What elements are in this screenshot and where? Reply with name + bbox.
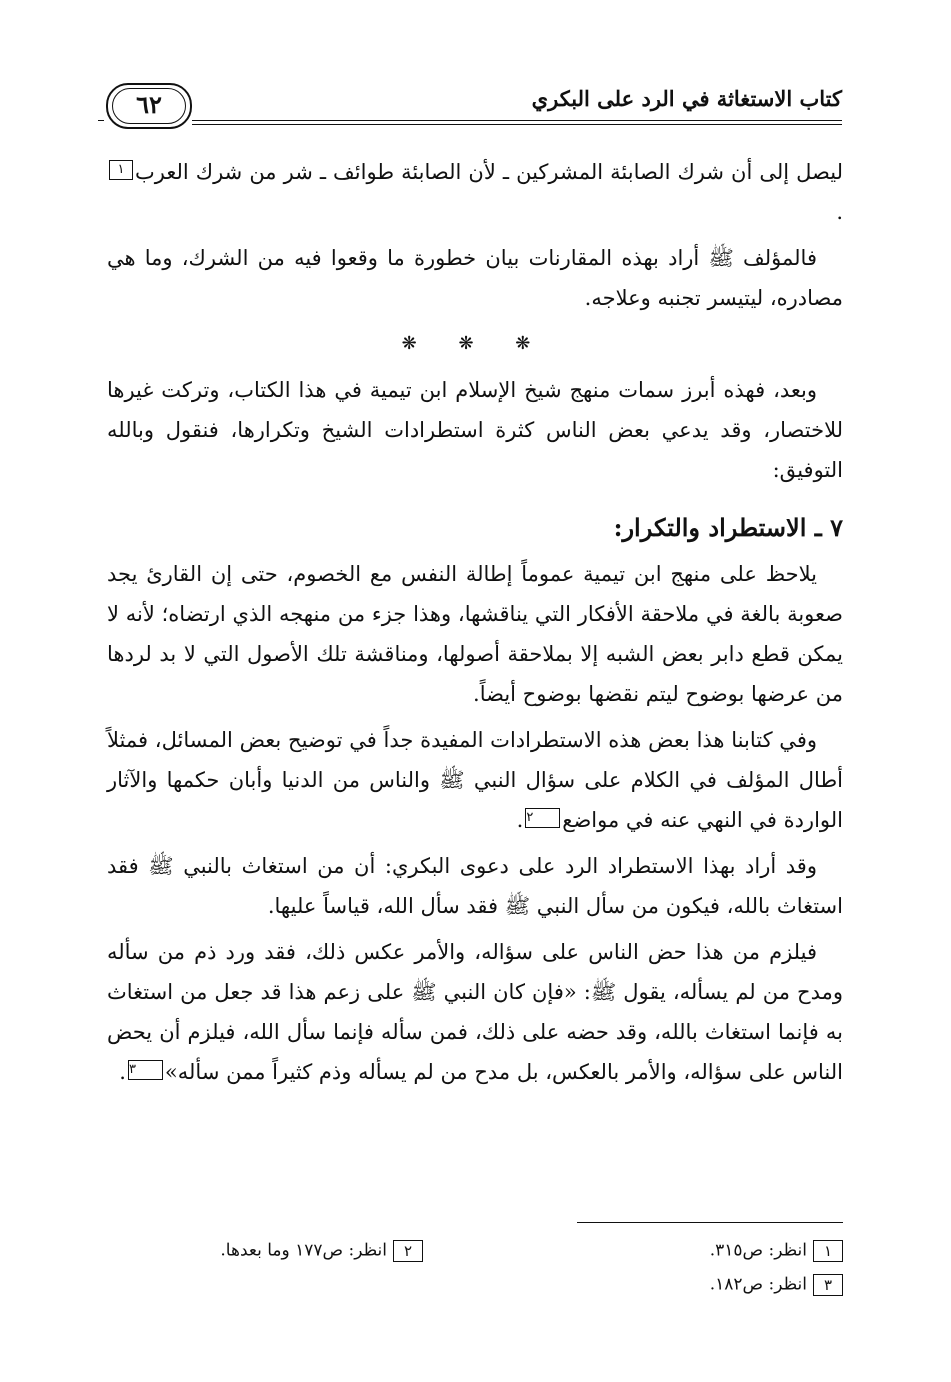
header-rule [192, 120, 842, 121]
page-header [100, 82, 842, 132]
footnote-ref[interactable]: ٣ [128, 1060, 163, 1080]
footnote-number: ١ [813, 1240, 843, 1262]
main-text [107, 152, 843, 1098]
paragraph: وبعد، فهذه أبرز سمات منهج شيخ الإسلام ابن تيمية في هذا الكتاب، وتركت غيرها للاختصار، وقد يدعي بعض الناس كثرة استطرادات الشيخ وتكرارها، فنقول وبالله التوفيق: [107, 378, 843, 482]
header-rule-left [98, 120, 104, 121]
footnote-number: ٢ [393, 1240, 423, 1262]
section-heading: ٧ ـ الاستطراد والتكرار: [613, 513, 843, 542]
footnote-item: ١انظر: ص٣١٥. [710, 1240, 843, 1262]
footnote-number: ٣ [813, 1274, 843, 1296]
book-title: كتاب الاستغاثة في الرد على البكري [531, 86, 842, 111]
footnote-rule [577, 1222, 843, 1223]
page-number: ٦٢ [106, 83, 192, 129]
footnote-item: ٣انظر: ص١٨٢. [710, 1274, 843, 1296]
paragraph: فيلزم من هذا حض الناس على سؤاله، والأمر عكس ذلك، فقد ورد ذم من سأله ومدح من لم يسأله، يقول ﷺ: «فإن كان النبي ﷺ على زعم هذا قد جعل من استغاث به فإنما استغاث بالله، وقد حضه على ذلك، فمن سأله فإنما سأل الله، فيلزم أن يحض الناس على سؤاله، والأمر بالعكس، بل مدح من لم يسأله وذم كثيراً ممن سأله»٣. [107, 940, 843, 1084]
footnote-ref[interactable]: ٢ [525, 808, 560, 828]
header-rule-inner [192, 124, 842, 125]
paragraph: ليصل إلى أن شرك الصابئة المشركين ـ لأن الصابئة طوائف ـ شر من شرك العرب١. [107, 152, 843, 232]
paragraph: يلاحظ على منهج ابن تيمية عموماً إطالة النفس مع الخصوم، حتى إن القارئ يجد صعوبة بالغة في ملاحقة الأفكار التي يناقشها، وهذا جزء من منهجه الذي ارتضاه؛ لأنه لا يمكن قطع دابر بعض الشبه إلا بملاحقة أصولها، ومناقشة تلك الأصول التي لا بد لردها من عرضها بوضوح ليتم نقضها بوضوح أيضاً. [107, 562, 843, 706]
paragraph: وقد أراد بهذا الاستطراد الرد على دعوى البكري: أن من استغاث بالنبي ﷺ فقد استغاث بالله، فيكون من سأل النبي ﷺ فقد سأل الله، قياساً عليها. [107, 854, 843, 918]
section-separator: ❋ ❋ ❋ [401, 333, 549, 354]
paragraph: وفي كتابنا هذا بعض هذه الاستطرادات المفيدة جداً في توضيح بعض المسائل، فمثلاً أطال المؤلف في الكلام على سؤال النبي ﷺ والناس من الدنيا وأبان حكمها والآثار الواردة في النهي عنه في مواضع٢. [107, 728, 843, 832]
paragraph: فالمؤلف ﷺ أراد بهذه المقارنات بيان خطورة ما وقعوا فيه من الشرك، وما هي مصادره، ليتيسر تجنبه وعلاجه. [107, 246, 843, 310]
footnote-ref[interactable]: ١ [109, 160, 133, 180]
footnote-item: ٢انظر: ص١٧٧ وما بعدها. [220, 1240, 423, 1262]
